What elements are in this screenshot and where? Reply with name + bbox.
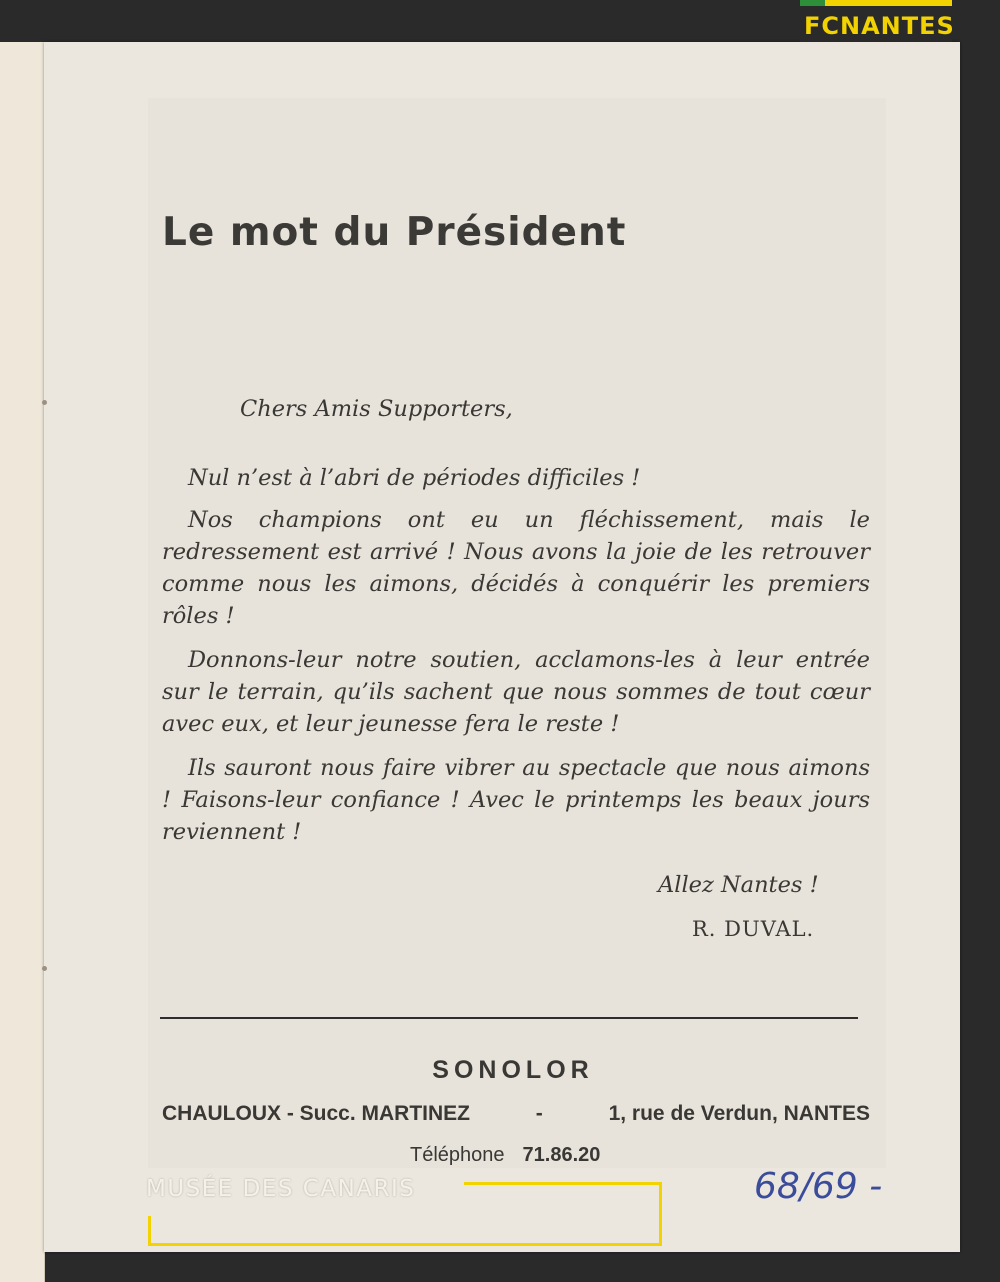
handwritten-season-note: 68/69 -	[754, 1166, 883, 1207]
logo-yellow-stripe	[825, 0, 952, 6]
advert-address: 1, rue de Verdun, NANTES	[608, 1102, 870, 1125]
staple-hole	[42, 966, 47, 971]
frame-left	[148, 1216, 151, 1246]
paragraph-4: Ils sauront nous faire vibrer au spectacle que nous aimons ! Faisons-leur confiance ! Avec le printemps les beaux jours reviennent !	[162, 755, 870, 845]
paragraph-3: Donnons-leur notre soutien, acclamons-les à leur entrée sur le terrain, qu’ils sachent que nous sommes de tout cœur avec eux, et leur jeunesse fera le reste !	[162, 647, 870, 737]
paragraph-1: Nul n’est à l’abri de périodes difficiles !	[188, 465, 641, 491]
logo-green-stripe	[800, 0, 825, 6]
phone-label: Téléphone	[410, 1144, 505, 1166]
watermark-text: MUSÉE DES CANARIS	[146, 1176, 416, 1202]
closing-line: Allez Nantes !	[658, 872, 819, 898]
paragraph-2: Nos champions ont eu un fléchissement, mais le redressement est arrivé ! Nous avons la joie de les retrouver comme nous les aimons, décidés à conquérir les premiers rôles !	[162, 507, 870, 629]
left-page-edge	[0, 42, 45, 1282]
staple-hole	[42, 400, 47, 405]
advert-phone	[410, 1144, 600, 1167]
frame-right	[659, 1182, 662, 1246]
advert-company: CHAULOUX - Succ. MARTINEZ	[162, 1102, 471, 1125]
advert-separator: -	[535, 1102, 543, 1125]
frame-top	[464, 1182, 662, 1185]
signature: R. DUVAL.	[692, 917, 815, 941]
frame-bottom	[148, 1243, 662, 1246]
logo-text: FCNANTES	[804, 12, 955, 40]
advert-brand: SONOLOR	[432, 1056, 594, 1084]
advert-address-line	[162, 1102, 870, 1126]
letter-body	[162, 462, 870, 848]
fcnantes-logo	[800, 0, 955, 42]
page-title: Le mot du Président	[162, 210, 627, 255]
phone-number: 71.86.20	[522, 1144, 601, 1166]
divider-rule	[160, 1017, 858, 1019]
greeting: Chers Amis Supporters,	[240, 396, 513, 422]
